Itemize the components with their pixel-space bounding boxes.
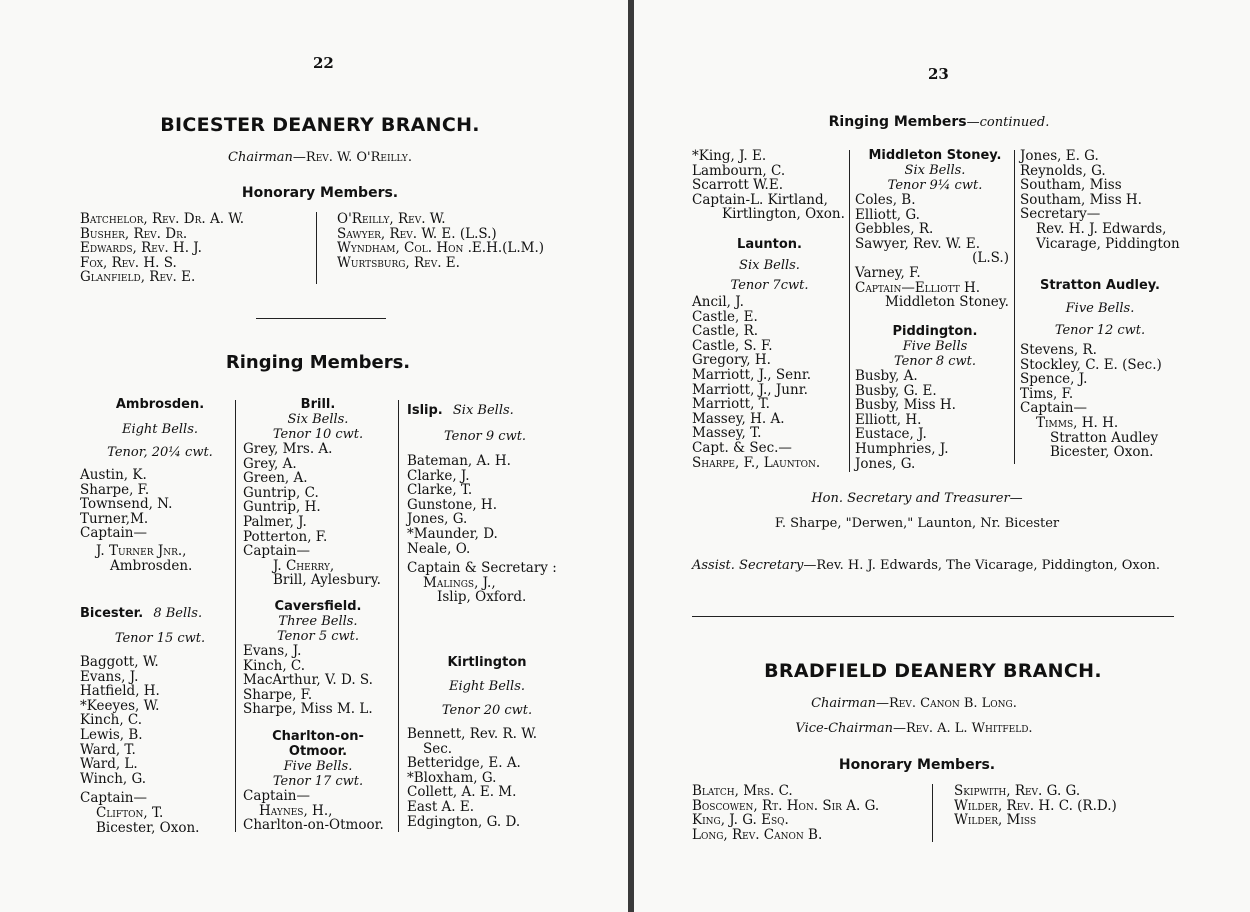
list-item: Fox, Rev. H. S.	[80, 254, 177, 271]
tower-caversfield	[243, 599, 393, 717]
list-item: Elliott, H.	[855, 411, 922, 428]
list-item: Castle, R.	[692, 323, 759, 340]
list-item: Castle, E.	[692, 308, 758, 325]
list-item: Sharpe, F.	[80, 481, 150, 498]
list-item: Bicester, Oxon.	[1050, 444, 1154, 461]
list-item: King, J. G. Esq.	[692, 812, 789, 829]
chairman-line	[0, 150, 640, 165]
header-title: Ringing Members	[828, 114, 967, 130]
list-item: Marriott, J., Senr.	[692, 366, 812, 383]
list-item: Charlton-on-Otmoor.	[243, 817, 384, 834]
list-item: Bennett, Rev. R. W.	[407, 726, 538, 742]
list-item: Clifton, T.	[96, 804, 164, 821]
list-item: Edwards, Rev. H. J.	[80, 240, 202, 257]
tower-name: Charlton-on-	[272, 729, 364, 744]
list-item: Clarke, T.	[407, 482, 473, 499]
list-item: Captain—	[243, 543, 311, 560]
tower-brill	[243, 397, 393, 588]
tower-bells: Six Bells.	[739, 258, 800, 273]
tower-name: Middleton Stoney.	[868, 148, 1002, 163]
tower-tenor: Tenor 9¼ cwt.	[887, 178, 983, 193]
hon-secretary-value: F. Sharpe, "Derwen," Launton, Nr. Bicester	[774, 516, 1060, 531]
tower-name: Launton.	[737, 237, 802, 252]
honorary-list-right	[337, 212, 544, 270]
column-1-top	[692, 149, 845, 222]
tower-bicester	[80, 602, 240, 835]
honorary-title: Honorary Members.	[838, 757, 996, 773]
tower-bells: Eight Bells.	[121, 422, 199, 437]
list-item: Edgington, G. D.	[407, 813, 521, 830]
tower-name: Caversfield.	[274, 599, 362, 614]
list-item: Scarrott W.E.	[692, 177, 783, 194]
assist-secretary-label: Assist. Secretary	[692, 558, 804, 573]
tower-bells: Six Bells.	[452, 403, 514, 418]
list-item: Captain—Elliott H.	[855, 279, 981, 296]
list-item: Captain—	[80, 790, 148, 807]
list-item: Palmer, J.	[243, 513, 307, 530]
list-item: Sawyer, Rev. W. E. (L.S.)	[337, 225, 497, 242]
honorary-list-right	[954, 784, 1117, 828]
list-item: Captain—	[1020, 400, 1088, 417]
list-item: Brill, Aylesbury.	[273, 572, 381, 589]
list-item: Wyndham, Col. Hon .E.H.(L.M.)	[337, 240, 545, 257]
list-item: Rev. H. J. Edwards,	[1036, 220, 1167, 237]
chairman-value: —Rev. W. O'Reilly.	[292, 150, 412, 165]
list-item: Massey, H. A.	[692, 410, 785, 427]
chairman-value: —Rev. Canon B. Long.	[876, 696, 1017, 711]
branch-title: BICESTER DEANERY BRANCH.	[160, 114, 480, 136]
tower-tenor: Tenor, 20¼ cwt.	[107, 445, 213, 460]
ringing-title: Ringing Members.	[225, 352, 411, 373]
list-item: MacArthur, V. D. S.	[243, 672, 373, 689]
list-item: Middleton Stoney.	[885, 294, 1009, 311]
list-item: Collett, A. E. M.	[407, 784, 517, 801]
list-item: Captain & Secretary :	[407, 560, 557, 577]
tower-bells: Three Bells.	[278, 614, 358, 629]
list-item: Stratton Audley	[1050, 429, 1159, 446]
list-item: Sec.	[423, 740, 453, 757]
list-item: Humphries, J.	[855, 440, 949, 457]
list-item: Marriott, J., Junr.	[692, 381, 808, 398]
list-item: Spence, J.	[1020, 371, 1088, 388]
list-item: Southam, Miss	[1020, 177, 1122, 194]
list-item: Timms, H. H.	[1036, 414, 1119, 431]
list-item: Lewis, B.	[80, 726, 143, 743]
tower-name: Piddington.	[892, 324, 978, 339]
tower-bells: Six Bells.	[904, 163, 966, 178]
list-item: Massey, T.	[692, 425, 762, 442]
list-item: Betteridge, E. A.	[407, 755, 521, 772]
list-item: *Keeyes, W.	[80, 697, 160, 714]
chairman-label: Chairman	[228, 150, 293, 165]
list-item: Gunstone, H.	[407, 496, 497, 513]
list-item: Clarke, J.	[407, 467, 470, 484]
divider	[692, 616, 1174, 617]
list-item: Captain—	[243, 788, 311, 804]
list-item: Long, Rev. Canon B.	[692, 826, 823, 843]
list-item: Captain—	[80, 525, 148, 542]
tower-bells: Five Bells.	[1065, 301, 1135, 316]
tower-kirtlington	[407, 655, 567, 829]
list-item: Kinch, C.	[80, 712, 143, 729]
list-item: Coles, B.	[855, 192, 916, 208]
tower-name: Kirtlington	[447, 655, 527, 670]
list-item: *Maunder, D.	[407, 525, 498, 542]
list-item: Sharpe, F., Launton.	[692, 454, 821, 471]
vice-chairman-label: Vice-Chairman	[795, 721, 893, 736]
list-item: Busby, Miss H.	[855, 397, 956, 414]
page-number: 23	[928, 65, 949, 83]
tower-tenor: Tenor 9 cwt.	[444, 429, 527, 444]
list-item: Capt. & Sec.—	[692, 439, 792, 456]
list-item: Ward, L.	[80, 756, 138, 773]
assist-secretary-line	[692, 558, 1160, 573]
list-item: Glanfield, Rev. E.	[80, 269, 196, 286]
list-item: Gebbles, R.	[855, 221, 934, 238]
list-item: O'Reilly, Rev. W.	[337, 211, 446, 227]
tower-bells: Six Bells.	[287, 412, 349, 427]
list-item: Green, A.	[243, 470, 308, 487]
list-item: Guntrip, H.	[243, 499, 321, 516]
list-item: Ancil, J.	[692, 294, 744, 310]
chairman-line	[634, 696, 1194, 711]
honorary-list-left	[80, 212, 244, 285]
tower-tenor: Tenor 8 cwt.	[893, 354, 977, 369]
tower-name: Stratton Audley.	[1039, 278, 1160, 293]
column-divider	[1014, 150, 1015, 464]
list-item: Castle, S. F.	[692, 337, 773, 354]
tower-bells: Five Bells	[902, 339, 968, 354]
tower-name-cont: Otmoor.	[288, 744, 348, 759]
list-item: Bateman, A. H.	[407, 453, 511, 469]
list-item: Busby, G. E.	[855, 382, 937, 399]
list-item: Blatch, Mrs. C.	[692, 783, 793, 799]
list-item: Gregory, H.	[692, 352, 771, 369]
list-item: Townsend, N.	[80, 496, 173, 513]
chairman-label: Chairman	[811, 696, 877, 711]
assist-secretary-value: —Rev. H. J. Edwards, The Vicarage, Piddington, Oxon.	[803, 558, 1161, 573]
list-item: Ambrosden.	[110, 557, 193, 574]
page-header	[634, 111, 1244, 130]
list-item: Malings, J.,	[423, 574, 496, 591]
header-continued: —continued.	[966, 115, 1050, 130]
list-item: Evans, J.	[80, 668, 139, 685]
list-item: *Bloxham, G.	[407, 769, 497, 786]
column-divider	[398, 400, 399, 832]
honorary-title: Honorary Members.	[241, 185, 399, 201]
tower-tenor: Tenor 15 cwt.	[114, 631, 206, 646]
list-item: Busher, Rev. Dr.	[80, 225, 188, 242]
branch-title: BRADFIELD DEANERY BRANCH.	[764, 660, 1102, 682]
tower-name: Ambrosden.	[115, 397, 205, 412]
list-item: Hatfield, H.	[80, 683, 160, 700]
tower-charlton	[243, 729, 393, 833]
list-item: Potterton, F.	[243, 528, 328, 545]
vice-chairman-line	[634, 721, 1194, 736]
list-item: Haynes, H.,	[259, 802, 333, 819]
list-item: Bicester, Oxon.	[96, 819, 200, 836]
right-page	[634, 0, 1250, 912]
list-item: Lambourn, C.	[692, 162, 786, 179]
tower-bells: 8 Bells.	[153, 606, 203, 621]
list-item: Wilder, Miss	[954, 812, 1037, 829]
list-item: Wurtsburg, Rev. E.	[337, 254, 460, 271]
list-item: Busby, A.	[855, 368, 918, 384]
list-item: Winch, G.	[80, 770, 147, 787]
vice-chairman-value: —Rev. A. L. Whitfeld.	[892, 721, 1033, 736]
list-item: *King, J. E.	[692, 148, 767, 164]
list-item: Guntrip, C.	[243, 484, 319, 501]
tower-tenor: Tenor 17 cwt.	[272, 774, 364, 789]
list-item: Ward, T.	[80, 741, 136, 758]
list-item: Tims, F.	[1020, 385, 1074, 402]
tower-tenor: Tenor 7cwt.	[730, 278, 809, 293]
list-item: Reynolds, G.	[1020, 162, 1106, 179]
tower-piddington	[855, 324, 1015, 471]
list-item: Jones, E. G.	[1020, 148, 1099, 164]
page-number: 22	[313, 54, 334, 72]
list-item: Turner,M.	[80, 510, 149, 527]
list-item: Neale, O.	[407, 540, 471, 557]
tower-name: Islip.	[407, 403, 443, 418]
list-item: Sawyer, Rev. W. E.	[855, 235, 981, 252]
list-item: (L.S.)	[972, 250, 1009, 267]
list-item: Wilder, Rev. H. C. (R.D.)	[954, 797, 1117, 814]
tower-launton	[692, 237, 847, 470]
list-item: Eustace, J.	[855, 426, 927, 443]
divider	[256, 318, 386, 319]
list-item: Southam, Miss H.	[1020, 191, 1142, 208]
list-item: Secretary—	[1020, 206, 1101, 223]
tower-bells: Five Bells.	[283, 759, 353, 774]
column-divider	[932, 784, 933, 842]
tower-islip	[407, 399, 577, 605]
tower-tenor: Tenor 12 cwt.	[1054, 323, 1146, 338]
list-item: Evans, J.	[243, 643, 302, 659]
list-item: Kirtlington, Oxon.	[722, 206, 845, 223]
tower-bells: Eight Bells.	[448, 679, 526, 694]
list-item: Elliott, G.	[855, 206, 920, 223]
list-item: Sharpe, Miss M. L.	[243, 701, 373, 718]
list-item: Sharpe, F.	[243, 686, 313, 703]
list-item: Austin, K.	[80, 467, 147, 483]
tower-middleton-stoney	[855, 148, 1015, 310]
list-item: Grey, Mrs. A.	[243, 441, 333, 457]
list-item: Skipwith, Rev. G. G.	[954, 783, 1081, 799]
list-item: Jones, G.	[855, 455, 916, 472]
list-item: East A. E.	[407, 798, 475, 815]
list-item: J. Cherry,	[273, 557, 335, 574]
tower-name: Bicester.	[80, 606, 144, 621]
list-item: Varney, F.	[855, 264, 921, 281]
honorary-list-left	[692, 784, 879, 842]
list-item: Batchelor, Rev. Dr. A. W.	[80, 211, 245, 227]
list-item: J. Turner Jnr.,	[96, 542, 187, 559]
tower-tenor: Tenor 20 cwt.	[441, 703, 533, 718]
list-item: Boscowen, Rt. Hon. Sir A. G.	[692, 797, 880, 814]
column-3-top	[1020, 149, 1180, 251]
tower-stratton-audley	[1020, 278, 1180, 460]
list-item: Islip, Oxford.	[437, 589, 527, 606]
list-item: Baggott, W.	[80, 654, 159, 670]
column-divider	[849, 150, 850, 472]
tower-name: Brill.	[300, 397, 336, 412]
list-item: Grey, A.	[243, 455, 297, 472]
list-item: Jones, G.	[407, 511, 468, 528]
tower-tenor: Tenor 5 cwt.	[276, 629, 360, 644]
column-divider	[316, 212, 317, 284]
list-item: Stevens, R.	[1020, 342, 1097, 358]
list-item: Kinch, C.	[243, 657, 306, 674]
list-item: Vicarage, Piddington	[1036, 235, 1180, 252]
column-divider	[235, 400, 236, 832]
list-item: Captain-L. Kirtland,	[692, 191, 828, 208]
list-item: Marriott, T.	[692, 396, 770, 413]
tower-ambrosden	[80, 397, 240, 573]
hon-secretary-label: Hon. Secretary and Treasurer—	[811, 491, 1023, 506]
tower-tenor: Tenor 10 cwt.	[272, 427, 364, 442]
list-item: Stockley, C. E. (Sec.)	[1020, 356, 1162, 373]
